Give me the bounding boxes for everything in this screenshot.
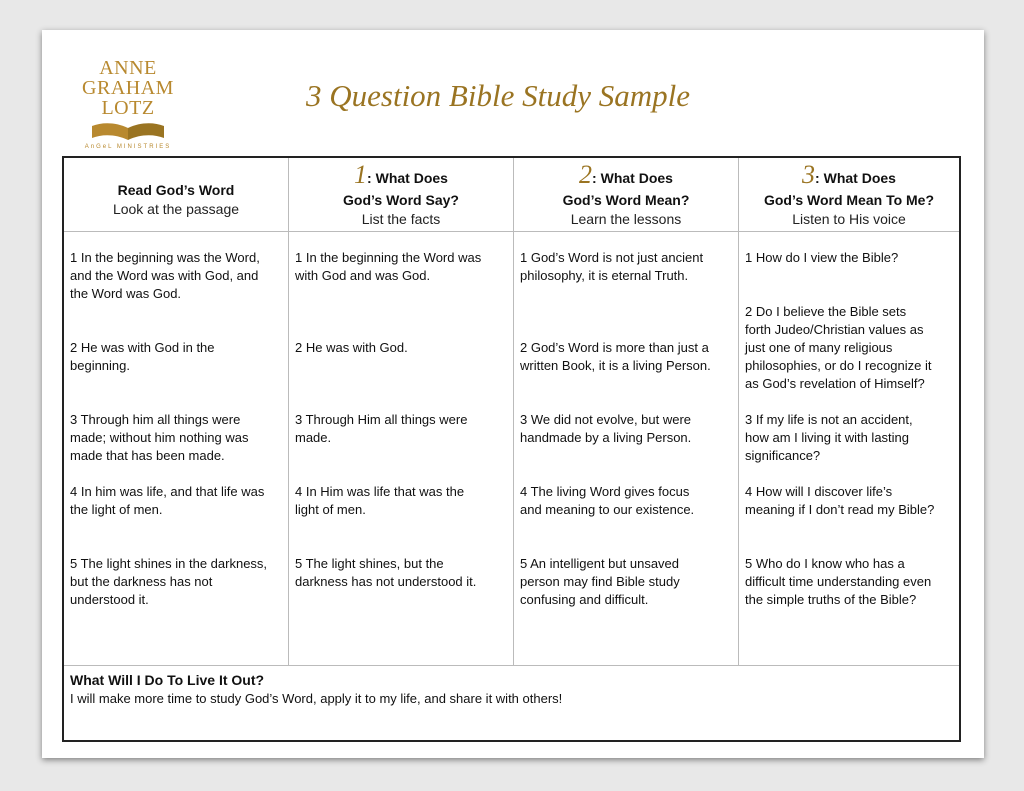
logo-line-2: GRAHAM — [82, 77, 174, 99]
step-number: 3 — [802, 160, 816, 189]
logo-line-3: LOTZ — [101, 97, 155, 119]
column-divider — [513, 158, 514, 665]
live-it-out-section — [64, 665, 959, 741]
live-it-out-question: What Will I Do To Live It Out? — [70, 672, 265, 688]
table-cell: 3 Through Him all things were made. — [295, 412, 468, 445]
column-header-subtitle: Listen to His voice — [792, 211, 906, 227]
column-header-read — [64, 158, 288, 231]
study-table — [62, 156, 961, 742]
column-header-title: Read God’s Word — [117, 182, 235, 198]
column-header-mean — [514, 158, 738, 231]
column-header-title-2: God’s Word Say? — [343, 192, 459, 208]
table-cell: 3 We did not evolve, but were handmade by a living Person. — [520, 412, 692, 445]
column-header-title-2: God’s Word Mean To Me? — [763, 192, 935, 208]
table-cell: 3 If my life is not an accident, how am I living it with lasting significance? — [745, 412, 913, 463]
table-cell: 1 God’s Word is not just ancient philosophy, it is eternal Truth. — [520, 250, 704, 283]
logo-line-1: ANNE — [99, 57, 157, 79]
table-cell: 4 How will I discover life’s meaning if I don’t read my Bible? — [745, 484, 935, 517]
step-number: 2 — [579, 160, 593, 189]
table-cell: 1 In the beginning was the Word, and the Word was with God, and the Word was God. — [70, 250, 260, 301]
logo-ministries-text: AnGeL MINISTRIES — [84, 144, 172, 150]
table-cell: 4 The living Word gives focus and meaning to our existence. — [520, 484, 695, 517]
document-page — [42, 30, 984, 758]
column-header-subtitle: Look at the passage — [112, 201, 240, 217]
live-it-out-answer: I will make more time to study God’s Word, apply it to my life, and share it with others! — [70, 691, 563, 706]
column-header-title: : What Does — [367, 170, 448, 186]
step-number: 1 — [354, 160, 368, 189]
column-header-title: : What Does — [815, 170, 896, 186]
table-cell: 2 Do I believe the Bible sets forth Judeo/Christian values as just one of many religious philosophies, or do I recognize it as God’s revelation of Himself? — [745, 304, 932, 391]
table-cell: 3 Through him all things were made; without him nothing was made that has been made. — [70, 412, 249, 463]
table-cell: 5 The light shines in the darkness, but the darkness has not understood it. — [70, 556, 268, 607]
table-cell: 1 How do I view the Bible? — [745, 250, 899, 265]
table-cell: 4 In him was life, and that life was the light of men. — [70, 484, 265, 517]
table-cell: 5 An intelligent but unsaved person may find Bible study confusing and difficult. — [520, 556, 680, 607]
page-title: 3 Question Bible Study Sample — [306, 78, 690, 113]
table-cell: 5 Who do I know who has a difficult time understanding even the simple truths of the Bible? — [745, 556, 932, 607]
open-book-icon — [88, 120, 168, 142]
column-header-title: : What Does — [592, 170, 673, 186]
table-cell: 2 He was with God in the beginning. — [70, 340, 215, 373]
table-cell: 2 He was with God. — [295, 340, 408, 355]
column-header-subtitle: List the facts — [361, 211, 441, 227]
ministry-logo — [78, 58, 178, 158]
column-header-say — [289, 158, 513, 231]
column-header-mean-to-me — [739, 158, 959, 231]
table-cell: 1 In the beginning the Word was with God and was God. — [295, 250, 482, 283]
column-divider — [738, 158, 739, 665]
table-cell: 5 The light shines, but the darkness has not understood it. — [295, 556, 477, 589]
table-cell: 2 God’s Word is more than just a written Book, it is a living Person. — [520, 340, 711, 373]
column-divider — [288, 158, 289, 665]
column-header-subtitle: Learn the lessons — [570, 211, 682, 227]
table-cell: 4 In Him was life that was the light of men. — [295, 484, 465, 517]
table-header-row — [64, 158, 959, 232]
column-header-title-2: God’s Word Mean? — [562, 192, 690, 208]
